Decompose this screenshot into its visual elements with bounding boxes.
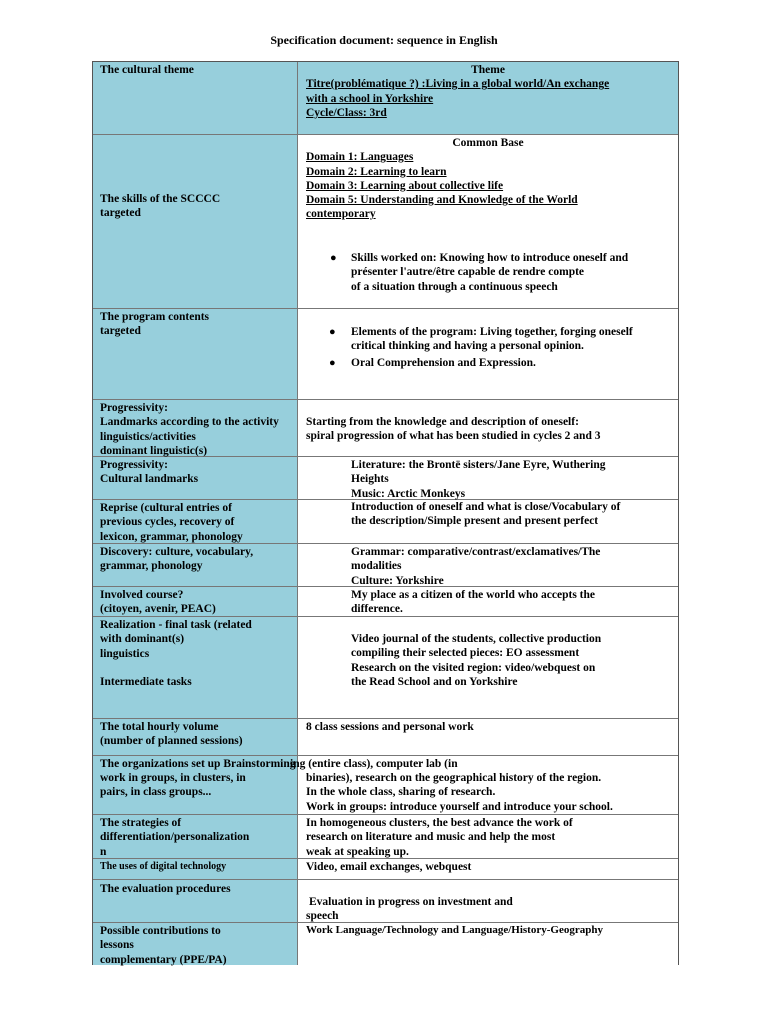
label-program: The program contents targeted	[93, 309, 298, 399]
label-evaluation: The evaluation procedures	[93, 880, 298, 922]
domain-item: contemporary	[306, 208, 376, 221]
domain-item: Domain 5: Understanding and Knowledge of the World	[306, 194, 578, 207]
theme-school: with a school in Yorkshire	[306, 92, 434, 105]
discovery-cell: Grammar: comparative/contrast/exclamatives/The modalities Culture: Yorkshire	[298, 544, 678, 586]
digital-cell: Video, email exchanges, webquest	[298, 859, 678, 879]
label-skills: The skills of the SCCCC targeted	[93, 135, 298, 308]
label-progressivity-cultural: Progressivity: Cultural landmarks	[93, 457, 298, 499]
row-contributions	[93, 923, 678, 965]
row-skills	[93, 135, 678, 309]
label-organizations: work in groups, in clusters, in pairs, in class groups...	[93, 756, 298, 814]
program-cell: ● Elements of the program: Living together, forging oneself critical thinking and having a personal opinion. ● Oral Comprehension and Expression.	[298, 309, 678, 399]
row-hourly-volume	[93, 719, 678, 756]
row-cultural-theme	[93, 62, 678, 135]
row-strategies	[93, 815, 678, 859]
bullet-icon: ●	[329, 326, 336, 338]
label-intermediate-tasks: Intermediate tasks	[100, 675, 192, 688]
reprise-cell: Introduction of oneself and what is close/Vocabulary of the description/Simple present and present perfect	[298, 500, 678, 543]
label-strategies: The strategies of differentiation/personalization n	[93, 815, 298, 858]
label-realization: Realization - final task (related with dominant(s) linguistics Intermediate tasks	[93, 617, 298, 718]
realization-cell: Video journal of the students, collective production compiling their selected pieces: EO assessment Research on the visited region: video/webquest on the Read School and on Yorkshire	[298, 617, 678, 718]
row-digital	[93, 859, 678, 880]
contributions-cell: Work Language/Technology and Language/History-Geography	[298, 923, 678, 965]
strategies-cell: In homogeneous clusters, the best advance the work of research on literature and music and help the most weak at speaking up.	[298, 815, 678, 858]
organizations-overflow-text: ing (entire class), computer lab (in	[290, 758, 458, 770]
row-program	[93, 309, 678, 400]
hourly-volume-cell: 8 class sessions and personal work	[298, 719, 678, 755]
progressivity-cultural-cell: Literature: the Brontë sisters/Jane Eyre, Wuthering Heights Music: Arctic Monkeys	[298, 457, 678, 499]
label-progressivity-linguistic: Progressivity: Landmarks according to the activity linguistics/activities dominant linguistic(s)	[93, 400, 298, 456]
theme-heading: Theme	[471, 64, 505, 76]
row-organizations	[93, 756, 678, 815]
organizations-cell: binaries), research on the geographical history of the region. In the whole class, sharing of research. Work in groups: introduce yourself and introduce your school.	[298, 756, 678, 814]
skills-worked-on: Skills worked on: Knowing how to introduce oneself and présenter l'autre/être capable de rendre compte of a situation through a continuous speech	[351, 252, 629, 293]
label-digital: The uses of digital technology	[93, 859, 298, 879]
domain-item: Domain 2: Learning to learn	[306, 165, 447, 178]
label-discovery: Discovery: culture, vocabulary, grammar, phonology	[93, 544, 298, 586]
domain-item: Domain 1: Languages	[306, 151, 414, 164]
progressivity-linguistic-cell: Starting from the knowledge and description of oneself: spiral progression of what has been studied in cycles 2 and 3	[298, 400, 678, 456]
common-base-heading: Common Base	[452, 137, 524, 149]
domain-item: Domain 3: Learning about collective life	[306, 179, 504, 192]
bullet-icon: ●	[330, 252, 337, 264]
organizations-overflow-label: The organizations set up Brainstorming	[100, 758, 296, 770]
label-reprise: Reprise (cultural entries of previous cycles, recovery of lexicon, grammar, phonology	[93, 500, 298, 543]
bullet-icon: ●	[329, 357, 336, 369]
theme-cycle: Cycle/Class: 3rd	[306, 106, 387, 119]
course-cell: My place as a citizen of the world who accepts the difference.	[298, 587, 678, 616]
row-progressivity-linguistic	[93, 400, 678, 457]
row-realization	[93, 617, 678, 719]
row-reprise	[93, 500, 678, 544]
theme-title: Titre(problématique ?) :Living in a global world/An exchange	[306, 78, 610, 91]
row-progressivity-cultural	[93, 457, 678, 500]
row-course	[93, 587, 678, 617]
specification-table	[92, 61, 679, 965]
label-contributions: Possible contributions to lessons complementary (PPE/PA)	[93, 923, 298, 965]
skills-cell	[298, 135, 678, 308]
theme-cell	[298, 62, 678, 134]
row-evaluation	[93, 880, 678, 923]
row-discovery	[93, 544, 678, 587]
label-course: Involved course? (citoyen, avenir, PEAC)	[93, 587, 298, 616]
label-cultural-theme: The cultural theme	[93, 62, 298, 134]
evaluation-cell: Evaluation in progress on investment and speech	[298, 880, 678, 922]
document-title: Specification document: sequence in English	[270, 33, 498, 47]
label-hourly-volume: The total hourly volume (number of planned sessions)	[93, 719, 298, 755]
